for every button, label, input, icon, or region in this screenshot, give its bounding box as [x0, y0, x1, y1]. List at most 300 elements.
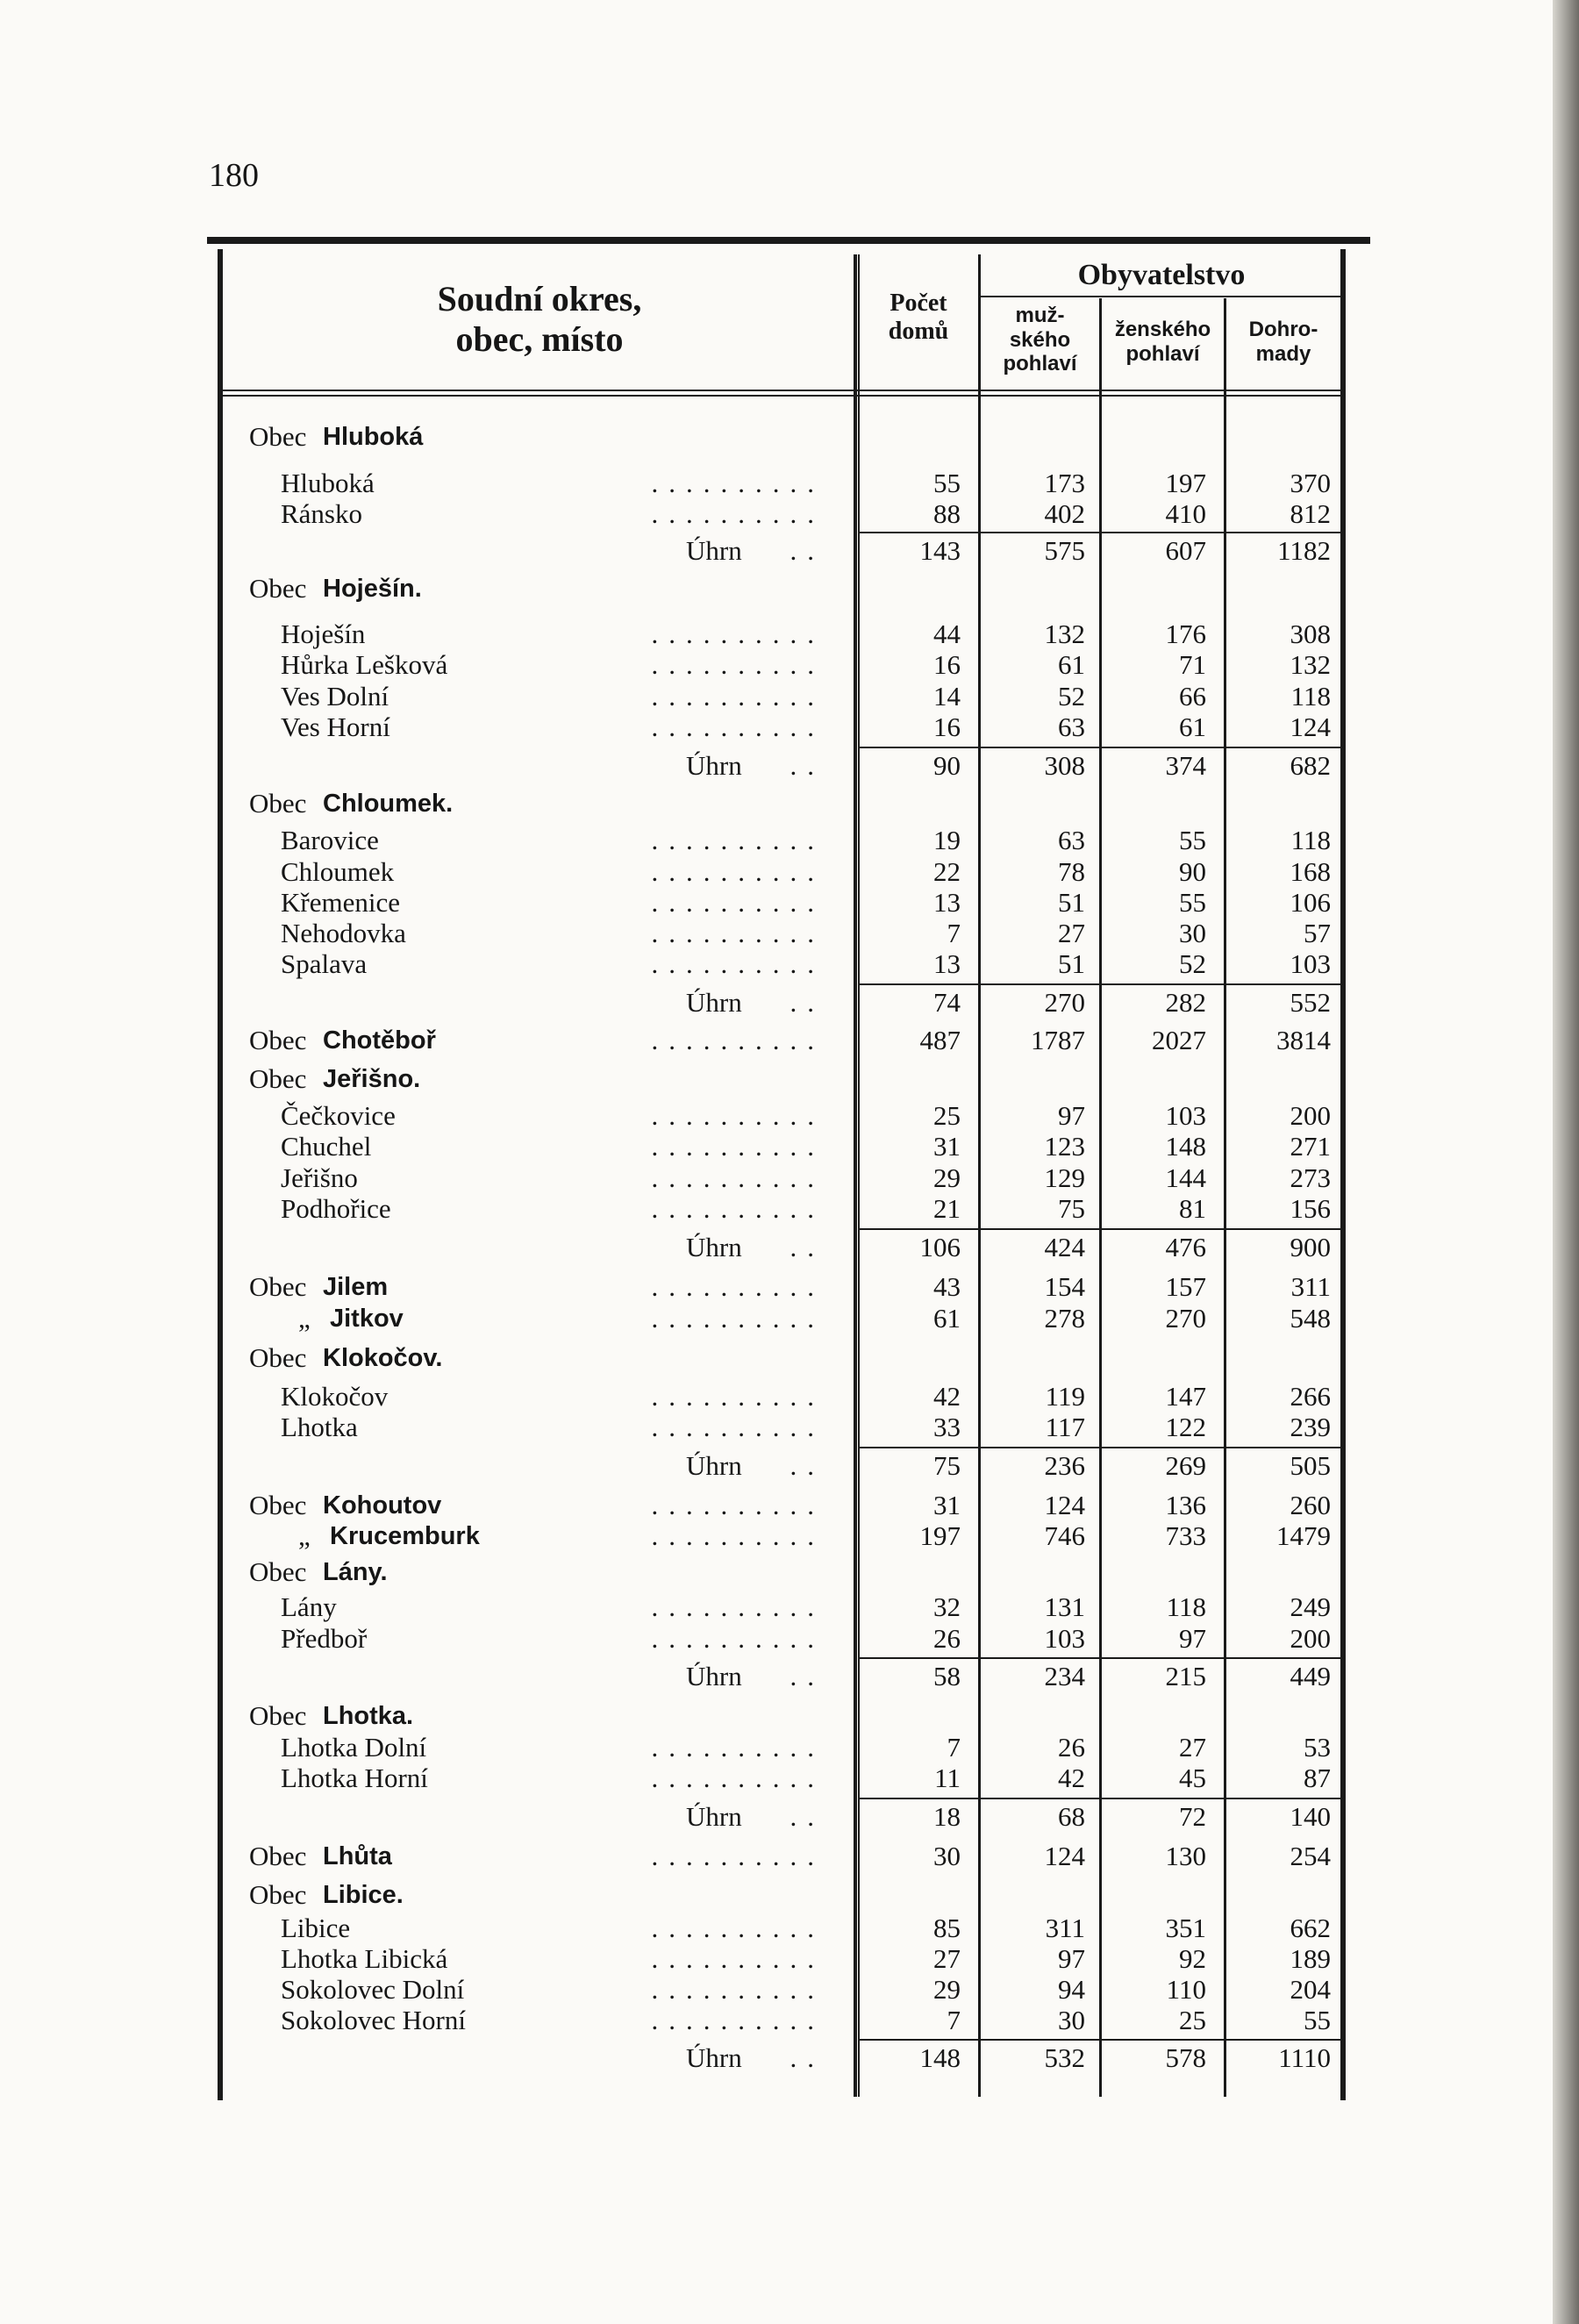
- sum-rule: [1226, 983, 1340, 985]
- obec-name: Jilem: [323, 1273, 389, 1301]
- cell-female: 215: [1165, 1661, 1206, 1691]
- cell-female: 71: [1179, 649, 1206, 680]
- place-name: Hůrka Lešková: [281, 649, 448, 680]
- obec-prefix: Obec: [249, 573, 307, 604]
- cell-female: 61: [1179, 712, 1206, 742]
- cell-female: 2027: [1152, 1025, 1206, 1055]
- obec-name: Jeřišno.: [323, 1065, 421, 1093]
- place-name: Sokolovec Horní: [281, 2005, 466, 2035]
- place-name: Spalava: [281, 948, 368, 979]
- header-houses-line1: Počet: [890, 290, 947, 317]
- sum-rule: [981, 2039, 1099, 2041]
- place-name: Barovice: [281, 825, 379, 855]
- cell-houses: 11: [934, 1763, 961, 1793]
- sum-rule: [860, 532, 978, 533]
- obec-prefix: Obec: [249, 788, 307, 819]
- cell-female: 157: [1165, 1271, 1206, 1302]
- cell-houses: 42: [933, 1381, 961, 1412]
- cell-female: 27: [1179, 1732, 1206, 1763]
- cell-total: 168: [1290, 856, 1331, 887]
- cell-total: 57: [1304, 918, 1331, 948]
- cell-houses: 21: [933, 1193, 961, 1224]
- leader-dots: ..........: [651, 1131, 825, 1162]
- leader-dots: ..........: [651, 649, 825, 680]
- place-name: Ránsko: [281, 498, 362, 529]
- cell-male: 123: [1044, 1131, 1085, 1162]
- leader-dots: ..: [790, 2042, 825, 2073]
- sum-rule: [1102, 983, 1224, 985]
- obec-name: Lhotka.: [323, 1702, 414, 1730]
- cell-female: 81: [1179, 1193, 1206, 1224]
- cell-male: 51: [1058, 887, 1085, 918]
- sum-rule: [1102, 747, 1224, 748]
- column-divider: [1099, 298, 1102, 2097]
- place-name: Chuchel: [281, 1131, 372, 1162]
- leader-dots: ..: [790, 535, 825, 566]
- obec-name: Hluboká: [323, 423, 424, 451]
- cell-houses: 148: [919, 2042, 961, 2073]
- obec-name: Chloumek.: [323, 790, 454, 818]
- cell-total: 1479: [1276, 1520, 1331, 1551]
- cell-male: 42: [1058, 1763, 1085, 1793]
- sum-rule: [1226, 2039, 1340, 2041]
- cell-total: 260: [1290, 1490, 1331, 1520]
- leader-dots: ..........: [651, 1763, 825, 1793]
- cell-male: 61: [1058, 649, 1085, 680]
- header-district-line2: obec, místo: [455, 319, 624, 359]
- sum-rule: [1102, 532, 1224, 533]
- leader-dots: ..........: [651, 2005, 825, 2035]
- cell-total: 118: [1290, 825, 1331, 855]
- header-total-line1: Dohro-: [1248, 318, 1318, 341]
- sum-rule: [1102, 2039, 1224, 2041]
- cell-total: 87: [1304, 1763, 1331, 1793]
- cell-houses: 88: [933, 498, 961, 529]
- cell-female: 176: [1165, 619, 1206, 649]
- cell-total: 370: [1290, 468, 1331, 498]
- cell-male: 311: [1045, 1913, 1085, 1943]
- place-name: Lány: [281, 1591, 337, 1622]
- sum-label: Úhrn: [686, 1661, 742, 1691]
- sum-rule: [860, 1798, 978, 1799]
- cell-houses: 25: [933, 1100, 961, 1131]
- cell-houses: 32: [933, 1591, 961, 1622]
- cell-total: 505: [1290, 1450, 1331, 1481]
- cell-female: 52: [1179, 948, 1206, 979]
- cell-houses: 44: [933, 619, 961, 649]
- cell-female: 130: [1165, 1841, 1206, 1871]
- obec-prefix: Obec: [249, 1490, 307, 1520]
- cell-total: 200: [1290, 1100, 1331, 1131]
- leader-dots: ..........: [651, 681, 825, 712]
- obec-prefix: Obec: [249, 1063, 307, 1094]
- cell-houses: 143: [919, 535, 961, 566]
- cell-total: 1110: [1278, 2042, 1331, 2073]
- leader-dots: ..: [790, 1801, 825, 1832]
- cell-male: 424: [1044, 1232, 1085, 1262]
- cell-houses: 43: [933, 1271, 961, 1302]
- cell-houses: 14: [933, 681, 961, 712]
- cell-male: 27: [1058, 918, 1085, 948]
- obec-prefix: Obec: [249, 1342, 307, 1373]
- place-name: Podhořice: [281, 1193, 391, 1224]
- cell-female: 72: [1179, 1801, 1206, 1832]
- cell-male: 532: [1044, 2042, 1085, 2073]
- cell-total: 132: [1290, 649, 1331, 680]
- cell-total: 1182: [1277, 535, 1331, 566]
- sum-label: Úhrn: [686, 1801, 742, 1832]
- cell-female: 148: [1165, 1131, 1206, 1162]
- cell-male: 124: [1044, 1490, 1085, 1520]
- obec-name: Lhůta: [323, 1842, 392, 1870]
- sum-rule: [1226, 532, 1340, 533]
- cell-total: 55: [1304, 2005, 1331, 2035]
- cell-male: 308: [1044, 750, 1085, 781]
- sum-rule: [1226, 1447, 1340, 1448]
- leader-dots: ..........: [651, 1025, 825, 1055]
- cell-houses: 197: [919, 1520, 961, 1551]
- leader-dots: ..........: [651, 887, 825, 918]
- sum-rule: [860, 983, 978, 985]
- sum-rule: [981, 983, 1099, 985]
- cell-total: 140: [1290, 1801, 1331, 1832]
- cell-houses: 30: [933, 1841, 961, 1871]
- place-name: Hluboká: [281, 468, 375, 498]
- sum-label: Úhrn: [686, 1232, 742, 1262]
- cell-houses: 27: [933, 1943, 961, 1974]
- cell-houses: 22: [933, 856, 961, 887]
- header-female-line2: pohlaví: [1125, 341, 1200, 366]
- sum-rule: [981, 747, 1099, 748]
- cell-female: 410: [1165, 498, 1206, 529]
- cell-male: 97: [1058, 1943, 1085, 1974]
- leader-dots: ..........: [651, 825, 825, 855]
- leader-dots: ..........: [651, 1732, 825, 1763]
- sum-label: Úhrn: [686, 987, 742, 1018]
- cell-houses: 487: [919, 1025, 961, 1055]
- cell-female: 269: [1165, 1450, 1206, 1481]
- leader-dots: ..: [790, 1450, 825, 1481]
- obec-name: Klokočov.: [323, 1344, 443, 1372]
- leader-dots: ..........: [651, 1412, 825, 1442]
- cell-houses: 61: [933, 1303, 961, 1334]
- header-houses: [861, 290, 975, 346]
- header-houses-line2: domů: [888, 318, 949, 346]
- cell-total: 548: [1290, 1303, 1331, 1334]
- sum-rule: [860, 1228, 978, 1230]
- cell-houses: 19: [933, 825, 961, 855]
- obec-name: Jitkov: [330, 1305, 404, 1333]
- column-divider: [858, 254, 860, 2097]
- cell-male: 26: [1058, 1732, 1085, 1763]
- cell-male: 63: [1058, 825, 1085, 855]
- leader-dots: ..........: [651, 1591, 825, 1622]
- leader-dots: ..........: [651, 1623, 825, 1654]
- cell-female: 90: [1179, 856, 1206, 887]
- place-name: Nehodovka: [281, 918, 406, 948]
- cell-male: 63: [1058, 712, 1085, 742]
- page-number: 180: [209, 157, 259, 194]
- cell-total: 266: [1290, 1381, 1331, 1412]
- obec-prefix: Obec: [249, 1271, 307, 1302]
- cell-female: 136: [1165, 1490, 1206, 1520]
- cell-female: 197: [1165, 468, 1206, 498]
- leader-dots: ..........: [651, 1841, 825, 1871]
- cell-houses: 75: [933, 1450, 961, 1481]
- cell-male: 1787: [1031, 1025, 1085, 1055]
- sum-rule: [981, 1798, 1099, 1799]
- header-district: [351, 279, 728, 360]
- cell-houses: 13: [933, 887, 961, 918]
- leader-dots: ..........: [651, 856, 825, 887]
- header-male-line3: pohlaví: [1003, 352, 1077, 376]
- cell-male: 270: [1044, 987, 1085, 1018]
- cell-houses: 90: [933, 750, 961, 781]
- sum-rule: [1226, 1657, 1340, 1659]
- place-name: Ves Horní: [281, 712, 390, 742]
- cell-male: 278: [1044, 1303, 1085, 1334]
- obec-name: Libice.: [323, 1881, 404, 1909]
- place-name: Hoješín: [281, 619, 366, 649]
- cell-houses: 74: [933, 987, 961, 1018]
- cell-houses: 33: [933, 1412, 961, 1442]
- cell-female: 351: [1165, 1913, 1206, 1943]
- sum-rule: [860, 2039, 978, 2041]
- sum-label: Úhrn: [686, 2042, 742, 2073]
- place-name: Klokočov: [281, 1381, 389, 1412]
- cell-male: 103: [1044, 1623, 1085, 1654]
- sum-rule: [981, 532, 1099, 533]
- header-female: [1102, 318, 1224, 366]
- cell-female: 92: [1179, 1943, 1206, 1974]
- obec-prefix: Obec: [249, 1879, 307, 1910]
- cell-male: 94: [1058, 1974, 1085, 2005]
- cell-female: 118: [1166, 1591, 1206, 1622]
- cell-houses: 16: [933, 712, 961, 742]
- cell-total: 552: [1290, 987, 1331, 1018]
- cell-total: 204: [1290, 1974, 1331, 2005]
- cell-female: 144: [1165, 1162, 1206, 1193]
- header-male: [981, 304, 1099, 376]
- cell-total: 189: [1290, 1943, 1331, 1974]
- leader-dots: ..........: [651, 468, 825, 498]
- sum-rule: [981, 1228, 1099, 1230]
- cell-male: 52: [1058, 681, 1085, 712]
- header-bottom-rule: [223, 390, 1342, 391]
- cell-total: 449: [1290, 1661, 1331, 1691]
- sum-rule: [1102, 1798, 1224, 1799]
- sum-rule: [1102, 1228, 1224, 1230]
- leader-dots: ..........: [651, 1193, 825, 1224]
- place-name: Libice: [281, 1913, 351, 1943]
- column-divider: [978, 254, 981, 2097]
- place-name: Lhotka Libická: [281, 1943, 448, 1974]
- obec-prefix: Obec: [249, 1556, 307, 1587]
- cell-total: 254: [1290, 1841, 1331, 1871]
- cell-male: 97: [1058, 1100, 1085, 1131]
- cell-female: 66: [1179, 681, 1206, 712]
- cell-male: 154: [1044, 1271, 1085, 1302]
- header-total-line2: mady: [1255, 341, 1311, 366]
- cell-total: 249: [1290, 1591, 1331, 1622]
- cell-total: 271: [1290, 1131, 1331, 1162]
- cell-female: 103: [1165, 1100, 1206, 1131]
- cell-total: 812: [1290, 498, 1331, 529]
- cell-total: 118: [1290, 681, 1331, 712]
- place-name: Lhotka Horní: [281, 1763, 428, 1793]
- header-population: Obyvatelstvo: [1077, 259, 1246, 291]
- page-edge-shadow: [1553, 0, 1579, 2324]
- sum-label: Úhrn: [686, 750, 742, 781]
- cell-houses: 7: [947, 1732, 961, 1763]
- cell-houses: 7: [947, 2005, 961, 2035]
- cell-female: 374: [1165, 750, 1206, 781]
- cell-houses: 31: [933, 1131, 961, 1162]
- cell-houses: 13: [933, 948, 961, 979]
- leader-dots: ..........: [651, 498, 825, 529]
- cell-houses: 31: [933, 1490, 961, 1520]
- sum-rule: [1226, 1798, 1340, 1799]
- leader-dots: ..........: [651, 1943, 825, 1974]
- cell-male: 173: [1044, 468, 1085, 498]
- leader-dots: ..........: [651, 1162, 825, 1193]
- table-left-border: [218, 249, 223, 2100]
- place-name: Čečkovice: [281, 1100, 396, 1131]
- ditto-mark: „: [298, 1520, 311, 1551]
- cell-houses: 29: [933, 1974, 961, 2005]
- sum-label: Úhrn: [686, 1450, 742, 1481]
- sum-label: Úhrn: [686, 535, 742, 566]
- leader-dots: ..: [790, 987, 825, 1018]
- ditto-mark: „: [298, 1303, 311, 1334]
- cell-female: 733: [1165, 1520, 1206, 1551]
- cell-female: 25: [1179, 2005, 1206, 2035]
- population-header-rule: [980, 296, 1342, 297]
- sum-rule: [1102, 1657, 1224, 1659]
- cell-total: 662: [1290, 1913, 1331, 1943]
- cell-male: 234: [1044, 1661, 1085, 1691]
- cell-houses: 18: [933, 1801, 961, 1832]
- place-name: Lhotka Dolní: [281, 1732, 427, 1763]
- cell-female: 45: [1179, 1763, 1206, 1793]
- place-name: Jeřišno: [281, 1162, 358, 1193]
- obec-name: Krucemburk: [330, 1522, 480, 1550]
- leader-dots: ..........: [651, 1490, 825, 1520]
- cell-female: 110: [1166, 1974, 1206, 2005]
- obec-prefix: Obec: [249, 1025, 307, 1055]
- sum-rule: [860, 1447, 978, 1448]
- header-male-line2: ského: [1009, 327, 1071, 352]
- obec-prefix: Obec: [249, 1841, 307, 1871]
- cell-male: 132: [1044, 619, 1085, 649]
- cell-male: 117: [1045, 1412, 1085, 1442]
- place-name: Sokolovec Dolní: [281, 1974, 465, 2005]
- cell-houses: 29: [933, 1162, 961, 1193]
- leader-dots: ..: [790, 1661, 825, 1691]
- sum-rule: [1102, 1447, 1224, 1448]
- place-name: Lhotka: [281, 1412, 358, 1442]
- cell-total: 308: [1290, 619, 1331, 649]
- cell-total: 103: [1290, 948, 1331, 979]
- leader-dots: ..........: [651, 1271, 825, 1302]
- column-divider: [854, 254, 857, 2097]
- obec-prefix: Obec: [249, 1700, 307, 1731]
- cell-female: 122: [1165, 1412, 1206, 1442]
- table-top-rule: [207, 237, 1370, 244]
- cell-houses: 58: [933, 1661, 961, 1691]
- obec-name: Hoješín.: [323, 575, 422, 603]
- cell-female: 607: [1165, 535, 1206, 566]
- cell-male: 75: [1058, 1193, 1085, 1224]
- cell-male: 68: [1058, 1801, 1085, 1832]
- cell-houses: 26: [933, 1623, 961, 1654]
- leader-dots: ..: [790, 1232, 825, 1262]
- cell-male: 119: [1045, 1381, 1085, 1412]
- place-name: Předboř: [281, 1623, 368, 1654]
- cell-male: 124: [1044, 1841, 1085, 1871]
- cell-male: 236: [1044, 1450, 1085, 1481]
- leader-dots: ..........: [651, 619, 825, 649]
- cell-houses: 7: [947, 918, 961, 948]
- column-divider: [1224, 298, 1226, 2097]
- place-name: Ves Dolní: [281, 681, 389, 712]
- cell-female: 578: [1165, 2042, 1206, 2073]
- leader-dots: ..........: [651, 1303, 825, 1334]
- leader-dots: ..........: [651, 1381, 825, 1412]
- header-bottom-rule: [223, 395, 1342, 397]
- leader-dots: ..........: [651, 1913, 825, 1943]
- sum-rule: [981, 1657, 1099, 1659]
- header-total: [1226, 318, 1340, 366]
- sum-rule: [981, 1447, 1099, 1448]
- cell-male: 51: [1058, 948, 1085, 979]
- cell-female: 476: [1165, 1232, 1206, 1262]
- cell-female: 270: [1165, 1303, 1206, 1334]
- cell-female: 97: [1179, 1623, 1206, 1654]
- cell-total: 239: [1290, 1412, 1331, 1442]
- cell-houses: 16: [933, 649, 961, 680]
- leader-dots: ..........: [651, 1520, 825, 1551]
- leader-dots: ..........: [651, 712, 825, 742]
- cell-female: 55: [1179, 887, 1206, 918]
- cell-female: 147: [1165, 1381, 1206, 1412]
- cell-total: 200: [1290, 1623, 1331, 1654]
- cell-male: 131: [1044, 1591, 1085, 1622]
- obec-prefix: Obec: [249, 421, 307, 452]
- cell-female: 282: [1165, 987, 1206, 1018]
- header-female-line1: ženského: [1114, 318, 1211, 341]
- cell-male: 78: [1058, 856, 1085, 887]
- cell-total: 53: [1304, 1732, 1331, 1763]
- cell-female: 30: [1179, 918, 1206, 948]
- cell-total: 311: [1290, 1271, 1331, 1302]
- cell-houses: 55: [933, 468, 961, 498]
- cell-male: 30: [1058, 2005, 1085, 2035]
- header-male-line1: muž-: [1015, 304, 1065, 327]
- leader-dots: ..........: [651, 948, 825, 979]
- header-district-line1: Soudní okres,: [437, 279, 642, 318]
- cell-male: 129: [1044, 1162, 1085, 1193]
- obec-name: Chotěboř: [323, 1026, 436, 1055]
- leader-dots: ..........: [651, 918, 825, 948]
- table-right-border: [1340, 249, 1346, 2100]
- obec-name: Kohoutov: [323, 1491, 442, 1520]
- cell-total: 900: [1290, 1232, 1331, 1262]
- cell-total: 273: [1290, 1162, 1331, 1193]
- sum-rule: [860, 747, 978, 748]
- cell-total: 156: [1290, 1193, 1331, 1224]
- leader-dots: ..........: [651, 1974, 825, 2005]
